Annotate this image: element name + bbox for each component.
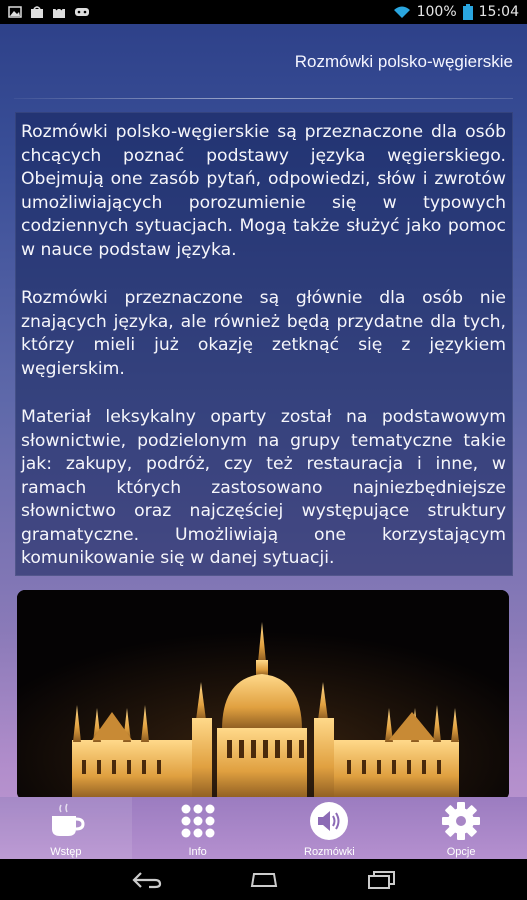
nav-item-info[interactable] [132,797,264,859]
back-icon[interactable] [131,870,163,890]
intro-paragraph-1: Rozmówki polsko-węgierskie są przeznaczone dla osób chcących poznać podstawy języka węgierskiego. Obejmują one zasób pytań, odpowiedzi, słów i zwrotów umożliwiających porozumienie się w typowych codziennych sytuacjach. Mogą także służyć jako pomoc w nauce podstaw języka. [21,122,506,260]
intro-paragraph-2: Rozmówki przeznaczone są głównie dla osób nie znających języka, ale również będą przydatne dla tych, którzy mieli już okazję zetknąć się z językiem węgierskim. [21,288,506,379]
grid-icon [178,801,218,841]
nav-item-opcje[interactable] [395,797,527,859]
wifi-icon [393,5,411,19]
nav-label-rozmowki: Rozmówki [304,846,355,858]
nav-label-opcje: Opcje [446,846,476,858]
bag-icon [52,6,66,18]
bottom-nav [0,797,527,859]
page-title: Rozmówki polsko-węgierskie [294,52,513,71]
status-bar [0,0,527,24]
nav-item-rozmowki[interactable] [264,797,396,859]
recents-icon[interactable] [365,870,397,890]
parliament-photo [17,590,509,800]
system-nav-bar [0,859,527,900]
battery-level: 100% [416,4,457,20]
gear-icon [441,801,481,841]
gallery-icon [8,6,22,18]
clock: 15:04 [478,4,519,20]
home-icon[interactable] [247,871,281,889]
nav-item-wstep[interactable] [0,797,132,859]
intro-card [15,112,513,576]
notification-icons [8,6,90,18]
nav-label-wstep: Wstęp [50,846,82,858]
nav-label-info: Info [188,846,207,858]
title-divider [14,98,513,99]
system-status [393,4,519,20]
parliament-illustration [17,590,509,800]
speaker-icon [309,801,349,841]
cup-icon [46,801,86,841]
intro-paragraph-3: Materiał leksykalny oparty został na podstawowym słownictwie, podzielonym na grupy tematyczne takie jak: zakupy, podróż, czy też restauracja i inne, w ramach których zastosowano najniezbędniejsze słownictwo oraz najczęściej występujące struktury gramatyczne. Umożliwiają one korzystającym komunikowanie się w danej sytuacji. [21,407,506,568]
store-icon [30,6,44,18]
game-icon [74,6,90,18]
battery-icon [463,4,473,20]
